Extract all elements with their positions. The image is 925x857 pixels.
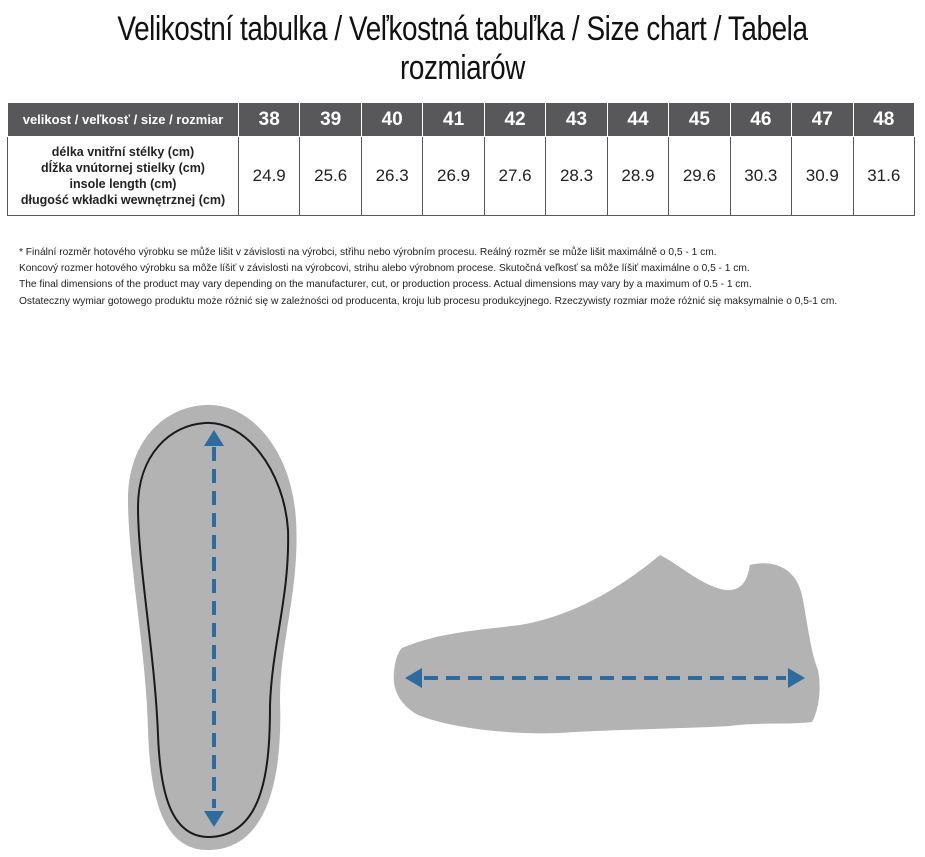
length-cell: 25.6 <box>300 137 361 216</box>
size-cell: 48 <box>853 103 914 137</box>
length-cell: 28.3 <box>546 137 607 216</box>
size-cell: 47 <box>792 103 853 137</box>
page-title: Velikostní tabulka / Veľkostná tabuľka / Size chart / Tabela rozmiarów <box>117 10 808 87</box>
insole-length-label <box>8 137 239 216</box>
shoe-silhouette-icon <box>394 555 820 733</box>
insole-illustration <box>128 405 297 850</box>
note-line-sk: Koncový rozmer hotového výrobku sa môže líšiť v závislosti na výrobcovi, strihu alebo výrobnom procese. Skutočná veľkosť sa môže líšiť maximálne o 0,5 - 1 cm. <box>19 263 750 275</box>
length-cell: 27.6 <box>484 137 545 216</box>
size-cell: 40 <box>361 103 422 137</box>
size-cell: 44 <box>607 103 668 137</box>
length-cell: 29.6 <box>669 137 730 216</box>
length-cell: 30.9 <box>792 137 853 216</box>
size-header-label: velikost / veľkosť / size / rozmiar <box>8 103 239 137</box>
size-cell: 39 <box>300 103 361 137</box>
note-line-cz: * Finální rozměr hotového výrobku se může lišit v závislosti na výrobci, střihu nebo výrobním procesu. Reálný rozměr se může lišit maximálně o 0,5 - 1 cm. <box>19 247 717 258</box>
note-line-pl: Ostateczny wymiar gotowego produktu może różnić się w zależności od producenta, kroju lub procesu produkcyjnego. Rzeczywisty rozmiar może różnić się maksymalnie o 0,5-1 cm. <box>19 295 838 307</box>
size-cell: 43 <box>546 103 607 137</box>
size-cell: 45 <box>669 103 730 137</box>
length-cell: 24.9 <box>239 137 300 216</box>
size-header-row <box>8 103 915 137</box>
length-cell: 31.6 <box>853 137 914 216</box>
row-label-line: długość wkładki wewnętrznej (cm) <box>20 193 226 207</box>
length-cell: 26.3 <box>361 137 422 216</box>
size-cell: 42 <box>484 103 545 137</box>
disclaimer-notes <box>19 245 837 310</box>
length-cell: 30.3 <box>730 137 791 216</box>
size-chart-table <box>7 103 915 216</box>
insole-length-row <box>8 137 915 216</box>
size-cell: 46 <box>730 103 791 137</box>
row-label-line: insole length (cm) <box>69 177 177 191</box>
length-cell: 26.9 <box>423 137 484 216</box>
measurement-illustration <box>0 380 925 857</box>
length-cell: 28.9 <box>607 137 668 216</box>
note-line-en: The final dimensions of the product may vary depending on the manufacturer, cut, or production process. Actual dimensions may vary by a maximum of 0.5 - 1 cm. <box>19 279 752 291</box>
shoe-illustration <box>394 555 820 733</box>
size-cell: 38 <box>239 103 300 137</box>
row-label-line: dĺžka vnútornej stielky (cm) <box>41 161 205 175</box>
row-label-line: délka vnitřní stélky (cm) <box>51 145 195 159</box>
size-cell: 41 <box>423 103 484 137</box>
